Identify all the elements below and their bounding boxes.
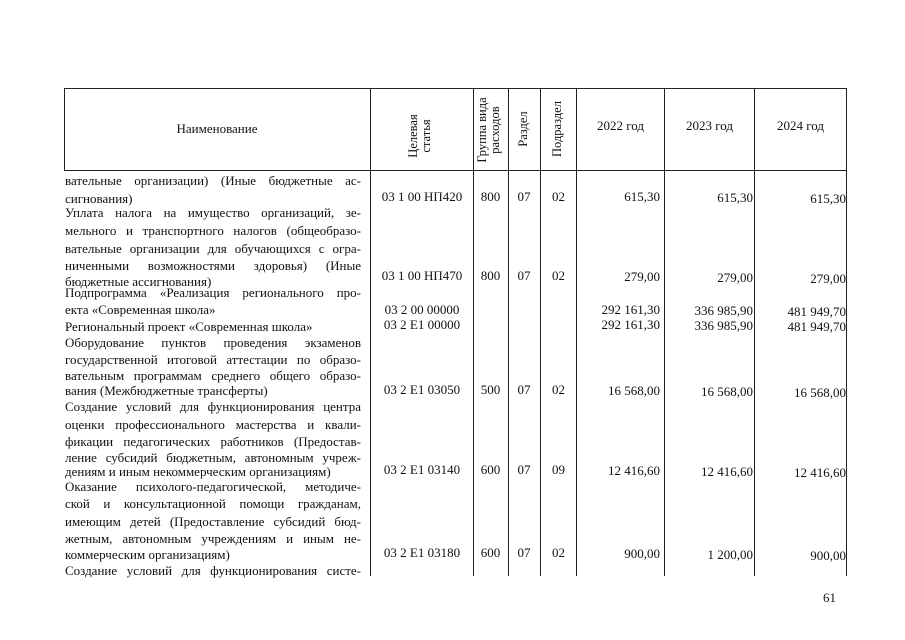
row-name-line: екта «Современная школа»	[65, 302, 216, 317]
header-target-article: Целевая статья	[406, 114, 433, 158]
row-name-line: ниченными возможностями здоровья) (Иные	[65, 258, 361, 273]
row-expense-group: 500	[480, 382, 501, 397]
row-value-2024: 900,00	[810, 548, 846, 563]
header-subsection: Подраздел	[550, 101, 564, 157]
row-value-2022: 279,00	[624, 269, 660, 284]
row-value-2023: 336 985,90	[694, 303, 753, 318]
row-subsection: 02	[552, 382, 565, 397]
row-expense-group: 800	[480, 268, 501, 283]
row-value-2024: 16 568,00	[794, 385, 846, 400]
row-name-line: Оборудование пунктов проведения экзаменов	[65, 335, 361, 350]
row-expense-group: 600	[480, 462, 501, 477]
table-right-border	[846, 88, 847, 576]
row-target-code: 03 2 Е1 03050	[383, 382, 461, 397]
header-year-2023: 2023 год	[686, 118, 733, 133]
row-section: 07	[517, 268, 531, 283]
row-section: 07	[517, 189, 531, 204]
row-name-line: коммерческим организациям)	[65, 547, 230, 562]
row-name-line: бюджетные ассигнования)	[65, 274, 212, 289]
row-value-2022: 292 161,30	[601, 302, 660, 317]
row-target-code: 03 2 00 00000	[384, 302, 460, 317]
row-value-2022: 12 416,60	[608, 463, 660, 478]
row-value-2023: 12 416,60	[701, 464, 753, 479]
row-target-code: 03 2 Е1 03180	[383, 545, 461, 560]
row-subsection: 02	[552, 189, 565, 204]
row-name-line: вательные организации для обучающихся с огра-	[65, 241, 361, 256]
row-value-2024: 615,30	[810, 191, 846, 206]
row-target-code: 03 2 Е1 00000	[383, 317, 461, 332]
row-name-line: сигнования)	[65, 191, 133, 206]
row-name-line: Уплата налога на имущество организаций, зе-	[65, 205, 361, 220]
row-value-2022: 615,30	[624, 189, 660, 204]
row-name-line: государственной итоговой аттестации по образо-	[65, 352, 361, 367]
page-number: 61	[823, 590, 836, 605]
row-name-line: жетным, автономным учреждениям и иным не-	[65, 531, 361, 546]
row-expense-group: 600	[480, 545, 501, 560]
row-name-line: ской и консультационной помощи гражданам,	[65, 496, 361, 511]
row-value-2024: 481 949,70	[787, 304, 846, 319]
row-expense-group: 800	[480, 189, 501, 204]
row-value-2023: 16 568,00	[701, 384, 753, 399]
row-name-line: Создание условий для функционирования систе-	[65, 563, 361, 578]
row-value-2024: 279,00	[810, 271, 846, 286]
row-name-line: вательным программам среднего общего образо-	[65, 368, 361, 383]
row-name-line: Подпрограмма «Реализация регионального про-	[65, 285, 361, 300]
row-value-2022: 16 568,00	[608, 383, 660, 398]
row-subsection: 02	[552, 268, 565, 283]
header-name: Наименование	[176, 121, 258, 136]
row-name-line: Оказание психолого-педагогической, методиче-	[65, 479, 361, 494]
row-value-2023: 1 200,00	[707, 547, 753, 562]
row-value-2023: 279,00	[717, 270, 753, 285]
row-name-line: имеющим детей (Предоставление субсидий бюд-	[65, 514, 361, 529]
row-name-line: фикации педагогических работников (Предостав-	[65, 434, 361, 449]
row-target-code: 03 1 00 НП470	[381, 268, 463, 283]
row-name-line: мельного и транспортного налогов (общеобразо-	[65, 223, 361, 238]
header-section: Раздел	[516, 111, 530, 147]
row-name-line: вания (Межбюджетные трансферты)	[65, 383, 268, 398]
row-target-code: 03 1 00 НП420	[381, 189, 463, 204]
col-divider-subsection	[540, 88, 541, 576]
header-expense-group: Группа вида расходов	[475, 97, 502, 163]
col-divider-section	[508, 88, 509, 576]
row-name-line: Создание условий для функционирования центра	[65, 399, 361, 414]
row-name-line: дениям и иным некоммерческим организациям)	[65, 464, 331, 479]
row-subsection: 02	[552, 545, 565, 560]
col-divider-group	[473, 88, 474, 576]
row-section: 07	[517, 382, 531, 397]
row-subsection: 09	[552, 462, 565, 477]
row-name-line: вательные организации) (Иные бюджетные ас-	[65, 173, 361, 188]
row-value-2023: 615,30	[717, 190, 753, 205]
header-year-2024: 2024 год	[777, 118, 824, 133]
header-bottom-border	[64, 170, 847, 171]
row-name-line: ление субсидий бюджетным, автономным учреж-	[65, 450, 361, 465]
row-target-code: 03 2 Е1 03140	[383, 462, 461, 477]
row-value-2023: 336 985,90	[694, 318, 753, 333]
row-name-line: Региональный проект «Современная школа»	[65, 319, 313, 334]
row-value-2024: 481 949,70	[787, 319, 846, 334]
row-section: 07	[517, 462, 531, 477]
row-value-2022: 292 161,30	[601, 317, 660, 332]
header-year-2022: 2022 год	[597, 118, 644, 133]
row-section: 07	[517, 545, 531, 560]
row-value-2024: 12 416,60	[794, 465, 846, 480]
row-value-2022: 900,00	[624, 546, 660, 561]
row-name-line: оценки профессионального мастерства и квали-	[65, 417, 361, 432]
